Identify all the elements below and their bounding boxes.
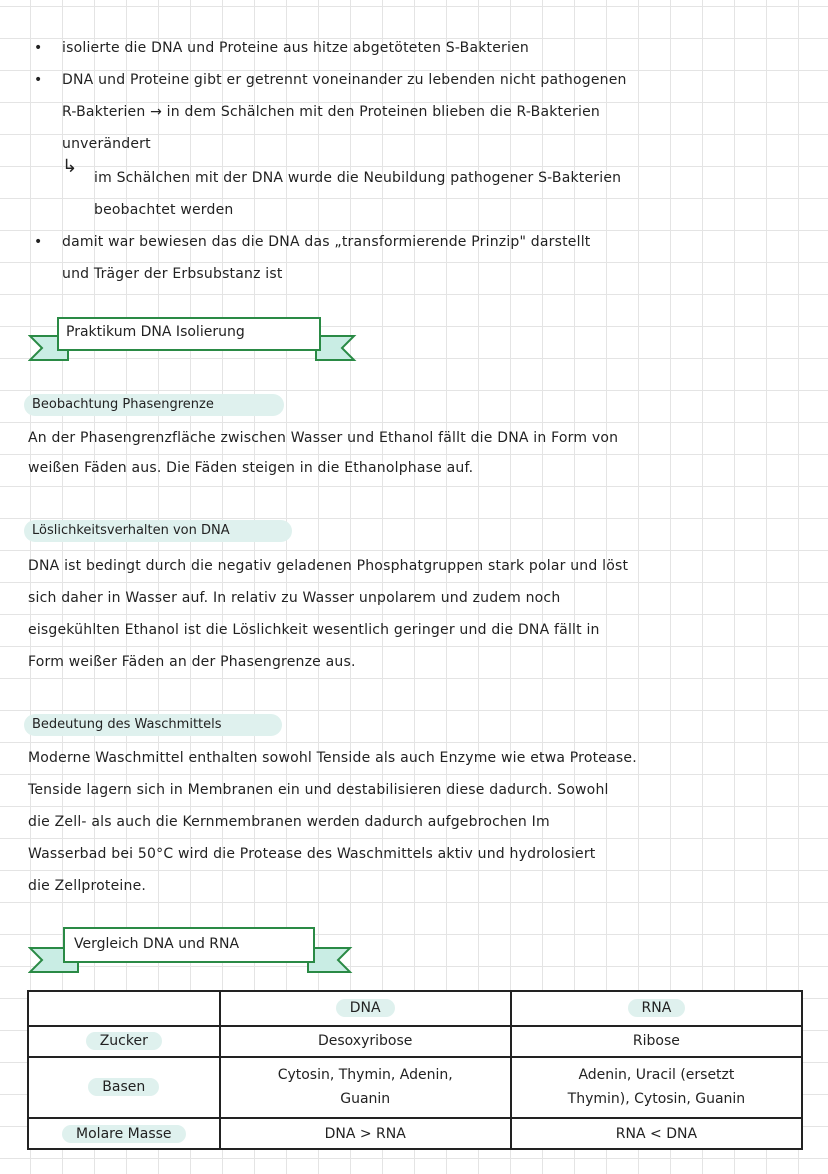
table-cell: Desoxyribose	[220, 1026, 511, 1057]
label-molare-masse: Molare Masse	[62, 1125, 185, 1143]
text-line: weißen Fäden aus. Die Fäden steigen in die Ethanolphase auf.	[28, 460, 474, 476]
table-cell	[220, 1057, 511, 1119]
header-dna: DNA	[336, 999, 395, 1017]
table-header-cell	[511, 991, 802, 1026]
text-line: die Zell- als auch die Kernmembranen werden dadurch aufgebrochen Im	[28, 814, 550, 830]
table-header-cell	[220, 991, 511, 1026]
banner-praktikum	[28, 312, 358, 364]
cell-line: Adenin, Uracil (ersetzt	[578, 1067, 735, 1084]
table-cell: Ribose	[511, 1026, 802, 1057]
bullet: •	[34, 40, 43, 56]
text-line: sich daher in Wasser auf. In relativ zu Wasser unpolarem und zudem noch	[28, 590, 561, 606]
text-line: R-Bakterien → in dem Schälchen mit den Proteinen blieben die R-Bakterien	[62, 104, 600, 120]
bullet: •	[34, 72, 43, 88]
banner-title: Praktikum DNA Isolierung	[66, 324, 245, 340]
banner-vergleich	[28, 924, 358, 976]
label-basen: Basen	[88, 1078, 159, 1096]
header-rna: RNA	[628, 999, 686, 1017]
table-row	[28, 1057, 802, 1119]
table-cell: RNA < DNA	[511, 1118, 802, 1149]
table-header-cell	[28, 991, 220, 1026]
text-line: Wasserbad bei 50°C wird die Protease des Waschmittels aktiv und hydrolosiert	[28, 846, 596, 862]
table-row	[28, 1118, 802, 1149]
text-line: Form weißer Fäden an der Phasengrenze aus.	[28, 654, 356, 670]
cell-line: Thymin), Cytosin, Guanin	[567, 1091, 746, 1108]
section-heading: Löslichkeitsverhalten von DNA	[32, 523, 230, 538]
text-line: im Schälchen mit der DNA wurde die Neubildung pathogener S-Bakterien	[94, 170, 622, 186]
text-line: DNA ist bedingt durch die negativ geladenen Phosphatgruppen stark polar und löst	[28, 558, 629, 574]
text-line: Tenside lagern sich in Membranen ein und destabilisieren diese dadurch. Sowohl	[28, 782, 609, 798]
table-cell	[511, 1057, 802, 1119]
section-heading: Bedeutung des Waschmittels	[32, 717, 222, 732]
table-row-label	[28, 1026, 220, 1057]
cell-line: Guanin	[340, 1091, 391, 1108]
text-line: isolierte die DNA und Proteine aus hitze abgetöteten S-Bakterien	[62, 40, 529, 56]
banner-title: Vergleich DNA und RNA	[74, 936, 240, 952]
section-heading: Beobachtung Phasengrenze	[32, 397, 214, 412]
corner-arrow-icon: ↳	[62, 156, 78, 177]
comparison-table	[27, 990, 803, 1150]
text-line: beobachtet werden	[94, 202, 234, 218]
table-row	[28, 1026, 802, 1057]
table-row-label	[28, 1057, 220, 1119]
table-row	[28, 991, 802, 1026]
text-line: DNA und Proteine gibt er getrennt voneinander zu lebenden nicht pathogenen	[62, 72, 627, 88]
text-line: damit war bewiesen das die DNA das „transformierende Prinzip" darstellt	[62, 234, 591, 250]
text-line: An der Phasengrenzfläche zwischen Wasser und Ethanol fällt die DNA in Form von	[28, 430, 619, 446]
table-row-label	[28, 1118, 220, 1149]
table-cell: DNA > RNA	[220, 1118, 511, 1149]
text-line: und Träger der Erbsubstanz ist	[62, 266, 283, 282]
label-zucker: Zucker	[86, 1032, 162, 1050]
text-line: unverändert	[62, 136, 151, 152]
text-line: eisgekühlten Ethanol ist die Löslichkeit wesentlich geringer und die DNA fällt in	[28, 622, 600, 638]
bullet: •	[34, 234, 43, 250]
text-line: die Zellproteine.	[28, 878, 147, 894]
text-line: Moderne Waschmittel enthalten sowohl Tenside als auch Enzyme wie etwa Protease.	[28, 750, 637, 766]
cell-line: Cytosin, Thymin, Adenin,	[277, 1067, 453, 1084]
